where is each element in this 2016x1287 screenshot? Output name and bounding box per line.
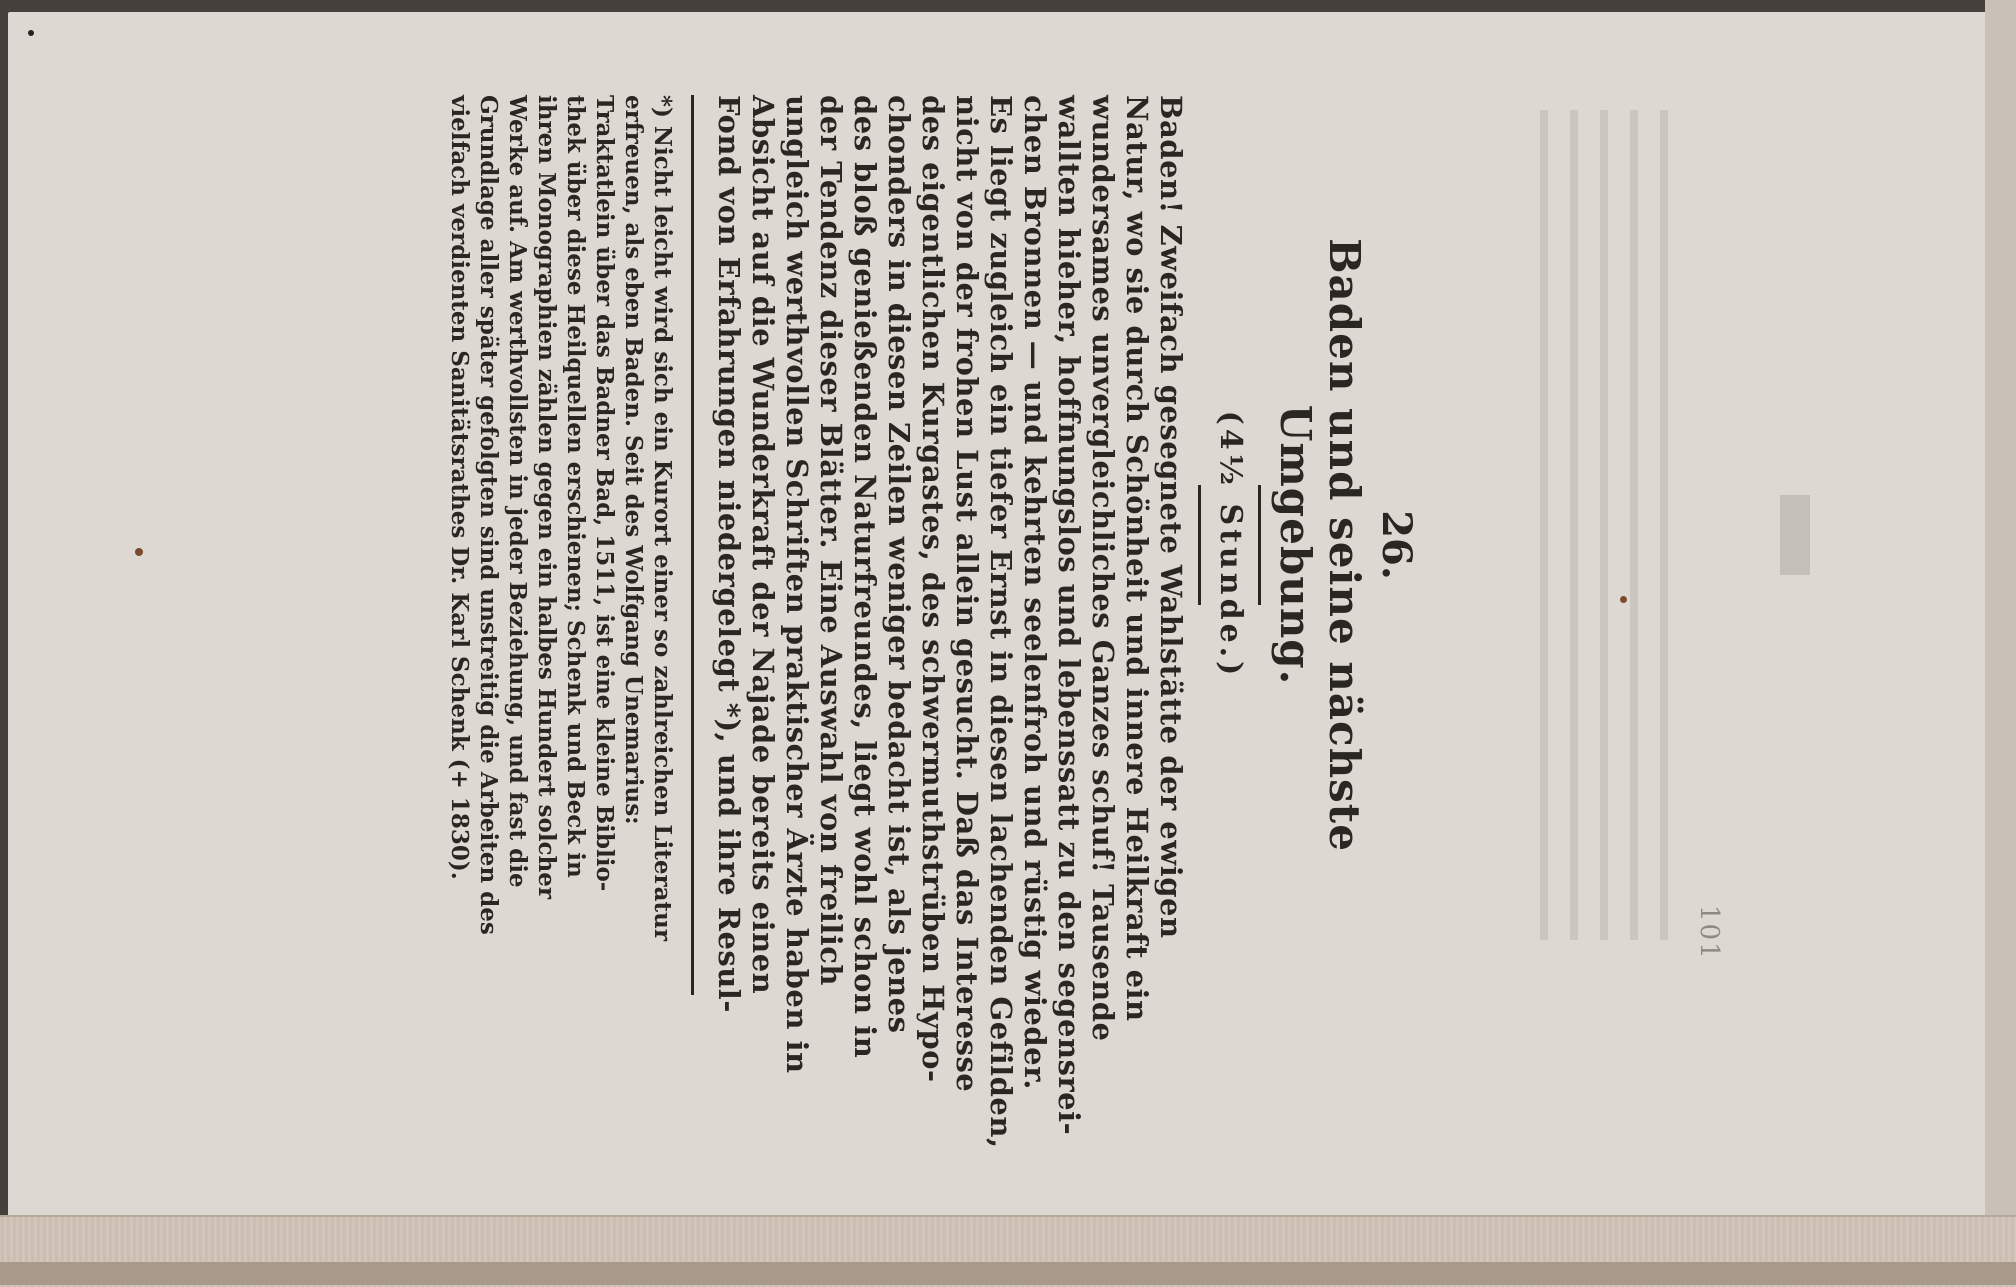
body-line: des bloß genießenden Naturfreundes, liegt wohl schon in: [848, 95, 882, 1059]
rotated-text-block: [380, 95, 1420, 1149]
book-cover-edge: [0, 1262, 2016, 1285]
chapter-number: 26.: [1373, 510, 1420, 580]
body-line: chonders in diesen Zeilen weniger bedacht ist, als jenes: [882, 95, 916, 1034]
footnote-rule: [691, 95, 694, 995]
footnote-line: erfreuen, als eben Baden. Seit des Wolfgang Unemarius:: [620, 95, 647, 825]
body-line: wundersames unvergleichliches Ganzes schuf! Tausende: [1086, 95, 1120, 1042]
bleed-through-text: [1540, 110, 1680, 940]
body-line: wallten hieher, hoffnungslos und lebenssatt zu den segensrei-: [1052, 95, 1086, 1136]
body-line: Fond von Erfahrungen niedergelegt *), und ihre Resul-: [712, 95, 746, 1013]
footnote-line: Grundlage aller später gefolgten sind unstreitig die Arbeiten des: [475, 95, 502, 935]
page-right-margin: [1985, 0, 2016, 1240]
duration-note: (4½ Stunde.): [1213, 410, 1248, 680]
footnote-line: vielfach verdienten Sanitätsrathes Dr. Karl Schenk (+ 1830).: [446, 95, 473, 880]
footnote-line: Traktatlein über das Badner Bad, 1511, ist eine kleine Biblio-: [591, 95, 618, 892]
body-line: Natur, wo sie durch Schönheit und innere Heilkraft ein: [1120, 95, 1154, 1022]
footnote-line: ihren Monographien zählen gegen ein halbes Hundert solcher: [533, 95, 560, 900]
paper-spot: [135, 548, 143, 556]
body-line: chen Bronnen — und kehrten seelenfroh und rüstig wieder.: [1018, 95, 1052, 1090]
footnote-line: thek über diese Heilquellen erschienen; Schenk und Beck in: [562, 95, 589, 878]
footnote-text: [445, 95, 677, 995]
ghost-page-number: 101: [1694, 905, 1724, 961]
title-rule: [1258, 485, 1261, 605]
body-line: Baden! Zweifach gesegnete Wahlstätte der ewigen: [1154, 95, 1188, 939]
body-line: Es liegt zugleich ein tiefer Ernst in diesen lachenden Gefilden,: [984, 95, 1018, 1149]
body-text: [712, 95, 1188, 1149]
body-line: der Tendenz dieser Blätter. Eine Auswahl von freilich: [814, 95, 848, 987]
paper-spot: [28, 30, 34, 36]
body-line: Absicht auf die Wunderkraft der Najade bereits einen: [746, 95, 780, 995]
body-line: nicht von der frohen Lust allein gesucht. Daß das Interesse: [950, 95, 984, 1093]
body-line: ungleich werthvollen Schriften praktischer Ärzte haben in: [780, 95, 814, 1074]
chapter-title: Baden und seine nächste Umgebung.: [1271, 238, 1369, 852]
footnote-line: *) Nicht leicht wird sich ein Kurort einer so zahlreichen Literatur: [649, 95, 676, 941]
footnote-line: Werke auf. Am werthvollsten in jeder Beziehung, und fast die: [504, 95, 531, 888]
body-line: des eigentlichen Kurgastes, des schwermuthstrüben Hypo-: [916, 95, 950, 1083]
paper-spot: [1620, 596, 1627, 603]
duration-rule: [1198, 485, 1201, 605]
bleed-through-mark: [1780, 495, 1810, 575]
